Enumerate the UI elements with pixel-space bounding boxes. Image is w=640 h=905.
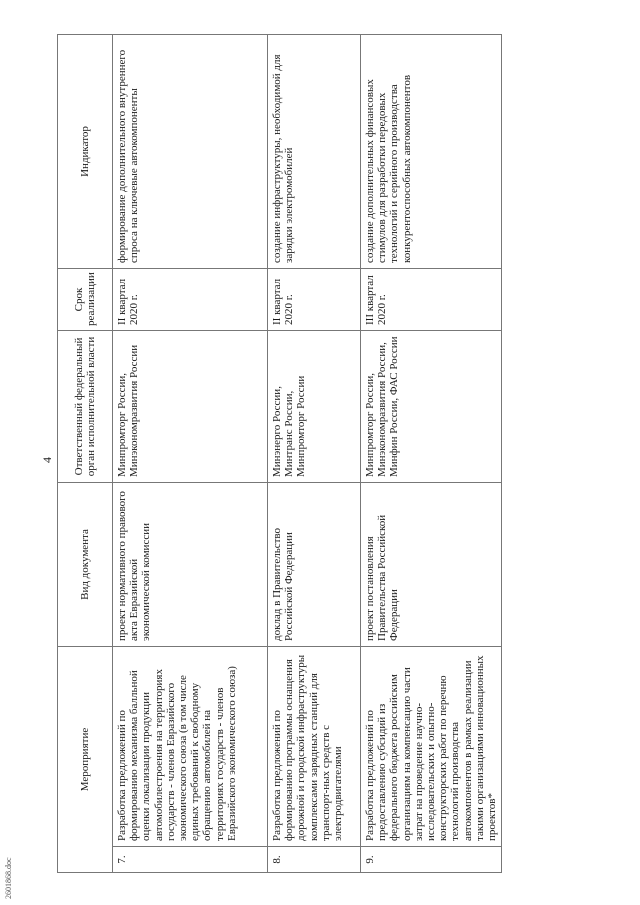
header-agency: Ответственный федеральный орган исполнительной власти: [58, 331, 113, 483]
page-number: 4: [40, 457, 54, 463]
table-row: [268, 35, 361, 873]
row-number: 8.: [268, 847, 361, 873]
row-doc-type: доклад в Правительство Российской Федерации: [268, 483, 361, 647]
row-deadline: II квартал 2020 г.: [268, 269, 361, 331]
row-deadline: III квартал 2020 г.: [361, 269, 502, 331]
row-measure: Разработка предложений по предоставлению субсидий из федерального бюджета российским организациям на компенсацию части затрат на проведение научно-исследовательских и опытно-конструкторских работ по перечню технологий производства автокомпонентов в рамках реализации такими организациями инновационных проектов*: [361, 647, 502, 847]
table-row: [361, 35, 502, 873]
row-indicator: формирование дополнительного внутреннего спроса на ключевые автокомпоненты: [113, 35, 268, 269]
row-doc-type: проект нормативного правового акта Евразийской экономической комиссии: [113, 483, 268, 647]
row-agency: Минэнерго России, Минтранс России, Минпромторг России: [268, 331, 361, 483]
row-agency: Минпромторг России, Минэкономразвития России: [113, 331, 268, 483]
header-deadline: Срок реализации: [58, 269, 113, 331]
row-deadline: II квартал 2020 г.: [113, 269, 268, 331]
row-measure: Разработка предложений по формированию программы оснащения дорожной и городской инфраструктуры комплексами зарядных станций для транспорт-ных средств с электродвигателями: [268, 647, 361, 847]
row-number: 7.: [113, 847, 268, 873]
measures-table: [57, 34, 502, 873]
row-indicator: создание дополнительных финансовых стимулов для разработки передовых технологий и серийного производства конкурентоспособных автокомпонентов: [361, 35, 502, 269]
table-row: [113, 35, 268, 873]
footer-filename: 2601868.doc: [4, 857, 13, 899]
row-measure: Разработка предложений по формированию механизма балльной оценки локализации продукции автомобилестроения на территориях государств - членов Евразийского экономического союза (в том числе единых требований к свободному обращению автомобилей на территориях государств - членов Евразийского экономического союза): [113, 647, 268, 847]
header-indicator: Индикатор: [58, 35, 113, 269]
row-doc-type: проект постановления Правительства Российской Федерации: [361, 483, 502, 647]
header-measure: Мероприятие: [58, 647, 113, 873]
row-indicator: создание инфраструктуры, необходимой для зарядки электромобилей: [268, 35, 361, 269]
row-agency: Минпромторг России, Минэкономразвития России, Минфин России, ФАС России: [361, 331, 502, 483]
table-header-row: [58, 35, 113, 873]
header-doc-type: Вид документа: [58, 483, 113, 647]
row-number: 9.: [361, 847, 502, 873]
